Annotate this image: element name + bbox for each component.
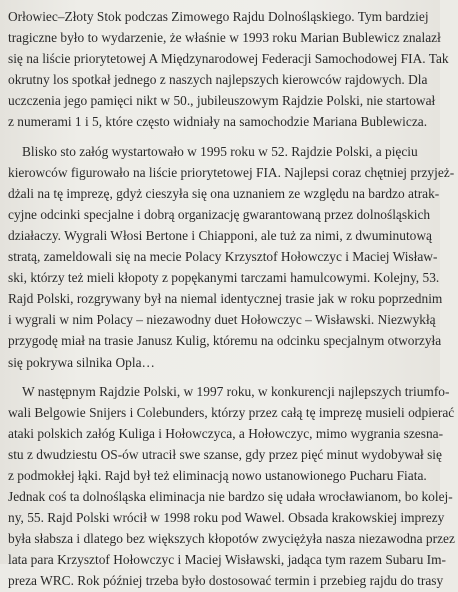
text-line: z numerami 1 i 5, które często widniały na samochodzie Mariana Bublewicza. (8, 114, 428, 130)
text-line: stratą, zameldowali się na mecie Polacy Krzysztof Hołowczyc i Maciej Wisław- (8, 249, 438, 265)
text-line: działaczy. Wygrali Włosi Bertone i Chiapponi, ale tuż za nimi, z dwuminutową (8, 227, 432, 243)
text-line: i wygrali w nim Polacy – niezawodny duet Hołowczyc – Wisławski. Niezwykłą (8, 312, 436, 328)
text-line: lata para Krzysztof Hołowczyc i Maciej Wisławski, jadąca tym razem Subaru Im- (8, 552, 446, 568)
paragraph-2 (8, 141, 458, 373)
text-line: tragiczne było to wydarzenie, że właśnie w 1993 roku Marian Bublewicz znalazł (8, 30, 441, 46)
text-line: preza WRC. Rok później trzeba było dostosować termin i przebieg rajdu do trasy (8, 573, 444, 589)
text-line: stu z dwudziestu OS-ów utracił swe szanse, gdy przez pięć minut wydobywał się (8, 446, 442, 462)
text-line: się pokrywa silnika Opla… (8, 354, 155, 370)
text-line: wali Belgowie Snijers i Colebunders, którzy przez całą tę imprezę musieli odpierać (8, 404, 455, 420)
text-line: Blisko sto załóg wystartowało w 1995 roku w 52. Rajdzie Polski, a pięciu (22, 143, 418, 159)
text-line: ny, 55. Rajd Polski wrócił w 1998 roku pod Wawel. Obsada krakowskiej imprezy (8, 510, 445, 526)
paragraph-gap (8, 133, 458, 141)
paragraph-3 (8, 381, 458, 592)
text-line: Rajd Polski, rozgrywany był na niemal identycznej trasie jak w roku poprzednim (8, 291, 443, 307)
text-line: Orłowiec–Złoty Stok podczas Zimowego Rajdu Dolnośląskiego. Tym bardziej (8, 9, 429, 24)
text-line: przygodę miał na trasie Janusz Kulig, któremu na odcinku specjalnym otworzyła (8, 333, 442, 349)
text-line: ski, którzy też mieli kłopoty z popękanymi tarczami hamulcowymi. Kolejny, 53. (8, 270, 440, 286)
text-line: W następnym Rajdzie Polski, w 1997 roku, w konkurencji najlepszych triumfo- (22, 383, 450, 399)
text-line: Jednak coś ta dolnośląska eliminacja nie bardzo się udała wrocławianom, bo kolej- (8, 489, 453, 505)
paragraph-1 (8, 6, 458, 133)
text-line: była słabsza i dlatego bez większych kłopotów zwyciężyła nasza niezawodna przez (8, 531, 455, 547)
text-line: się na liście priorytetowej A Międzynarodowej Federacji Samochodowej FIA. Tak (8, 51, 449, 67)
text-line: uczczenia jego pamięci nikt w 50., jubileuszowym Rajdzie Polski, nie startował (8, 93, 436, 109)
text-line: ataki polskich załóg Kuliga i Hołowczyca, a Hołowczyc, mimo wygrania szesna- (8, 425, 444, 441)
body-text (8, 6, 458, 592)
text-line: z podmokłej łąki. Rajd był też eliminacją nowo ustanowionego Pucharu Fiata. (8, 467, 427, 483)
text-line: okrutny los spotkał jednego z naszych najlepszych kierowców rajdowych. Dla (8, 72, 428, 88)
text-line: cyjne odcinki specjalne i dobrą organizację gwarantowaną przez dolnośląskich (8, 206, 431, 222)
paragraph-gap (8, 373, 458, 381)
text-line: dżali na tę imprezę, gdyż cieszyła się ona uznaniem ze względu na bardzo atrak- (8, 185, 440, 201)
text-line: kierowców figurowało na liście priorytetowej FIA. Najlepsi coraz chętniej przyjeż- (8, 164, 455, 180)
